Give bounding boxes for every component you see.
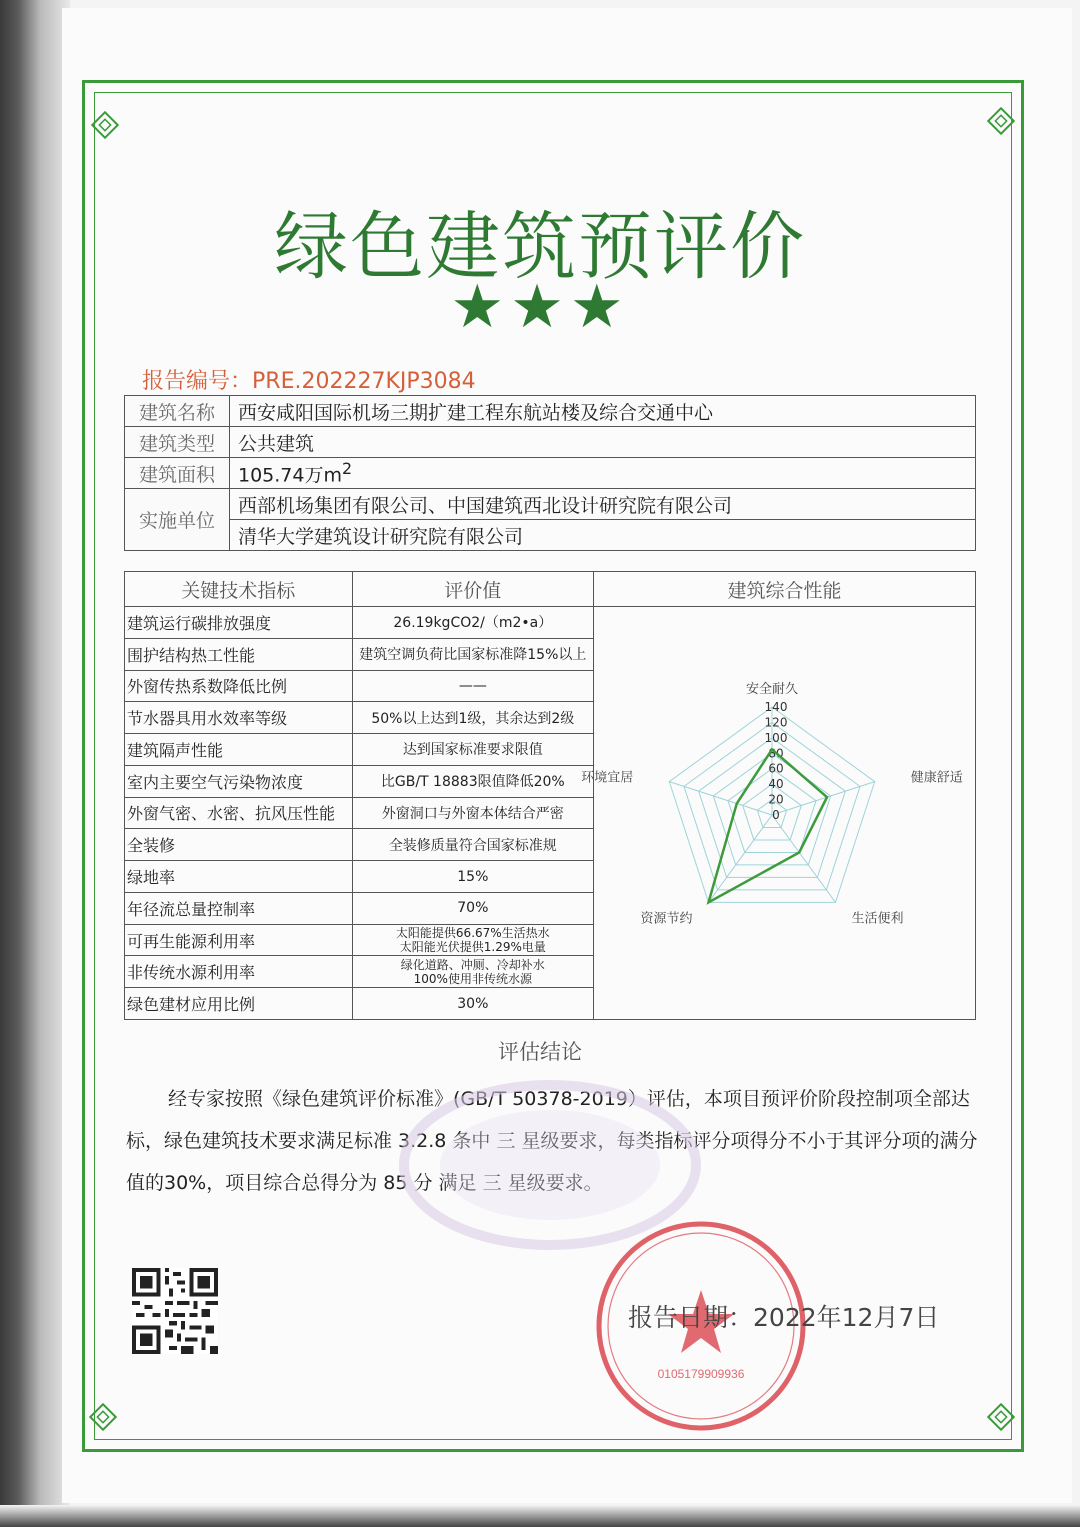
indicator-name: 外窗气密、水密、抗风压性能 <box>125 797 353 829</box>
report-number <box>142 364 476 395</box>
conclusion-text: 经专家按照《绿色建筑评价标准》(GB/T 50378-2019）评估，本项目预评价阶段控制项全部达标，绿色建筑技术要求满足标准 3.2.8 条中 三 星级要求，每类指标评分项得分不小于其评分项的满分值的30%，项目综合总得分为 85 分 满足 三 星级要求。 <box>126 1088 978 1194</box>
indicator-name: 全装修 <box>125 829 353 861</box>
report-number-value: PRE.202227KJP3084 <box>252 369 476 394</box>
radar-tick-label: 100 <box>764 730 788 745</box>
radar-tick-label: 40 <box>768 777 784 792</box>
radar-chart <box>581 607 974 1015</box>
radar-tick-label: 60 <box>768 761 784 776</box>
key-indicators-table <box>124 571 976 1020</box>
radar-chart-cell <box>581 607 976 1020</box>
building-type-value: 公共建筑 <box>230 427 976 458</box>
radar-axis-line <box>669 782 772 815</box>
building-info-table <box>124 395 976 551</box>
indicator-value: 全装修质量符合国家标准规 <box>352 829 594 861</box>
radar-axis-line <box>772 815 835 902</box>
radar-axis-label: 安全耐久 <box>746 682 799 697</box>
building-name-label: 建筑名称 <box>125 396 230 427</box>
implementer-line-2: 清华大学建筑设计研究院有限公司 <box>230 520 976 551</box>
svg-text:0105179909936: 0105179909936 <box>657 1367 745 1381</box>
indicator-value-line-2: 太阳能光伏提供1.29%电量 <box>399 940 546 955</box>
performance-header: 建筑综合性能 <box>594 572 976 607</box>
report-date-value: 2022年12月7日 <box>753 1303 940 1332</box>
radar-tick-label: 140 <box>764 700 788 714</box>
radar-tick-label: 0 <box>772 808 780 822</box>
indicator-value: 15% <box>352 861 594 893</box>
key-indicator-header: 关键技术指标 <box>125 572 353 607</box>
corner-ornament-icon <box>988 1404 1014 1430</box>
radar-axis-label: 环境宜居 <box>581 770 634 786</box>
evaluation-value-header: 评价值 <box>352 572 594 607</box>
indicator-name: 围护结构热工性能 <box>125 638 353 670</box>
radar-axis-label: 健康舒适 <box>910 770 963 786</box>
radar-tick-label: 120 <box>764 715 788 730</box>
certificate-title: 绿色建筑预评价 <box>274 204 806 290</box>
table-row <box>125 607 976 639</box>
indicator-name: 年径流总量控制率 <box>125 892 353 924</box>
building-name-value: 西安咸阳国际机场三期扩建工程东航站楼及综合交通中心 <box>230 396 976 427</box>
radar-axis-label: 资源节约 <box>640 911 693 927</box>
scan-bottom-edge <box>0 1505 1080 1527</box>
indicator-name: 可再生能源利用率 <box>125 924 353 956</box>
indicator-value: 50%以上达到1级，其余达到2级 <box>352 702 594 734</box>
area-unit-exponent: 2 <box>342 458 353 478</box>
report-date <box>628 1298 939 1334</box>
conclusion-title: 评估结论 <box>498 1040 582 1064</box>
radar-axis-line <box>772 782 875 815</box>
radar-tick-label: 80 <box>768 746 784 761</box>
radar-axis-label: 生活便利 <box>851 911 904 927</box>
indicator-name: 绿色建材应用比例 <box>125 988 353 1020</box>
indicator-value: 70% <box>352 892 594 924</box>
corner-ornament-icon <box>92 112 118 138</box>
indicator-value: 比GB/T 18883限值降低20% <box>352 765 594 797</box>
building-area-value <box>230 458 976 489</box>
implementer-label: 实施单位 <box>125 489 230 551</box>
indicator-value: —— <box>352 670 594 702</box>
area-number: 105.74万m <box>238 464 342 487</box>
indicator-value-line-1: 绿化道路、冲厕、冷却补水 <box>400 957 545 972</box>
implementer-line-1: 西部机场集团有限公司、中国建筑西北设计研究院有限公司 <box>230 489 976 520</box>
indicator-value <box>352 956 594 988</box>
star-rating-icon: ★★★ <box>450 272 630 342</box>
report-number-label: 报告编号： <box>142 369 253 394</box>
building-area-label: 建筑面积 <box>125 458 230 489</box>
indicator-name: 建筑运行碳排放强度 <box>125 607 353 639</box>
qr-code[interactable] <box>132 1268 218 1354</box>
report-date-label: 报告日期： <box>628 1303 754 1332</box>
corner-ornament-icon <box>988 108 1014 134</box>
indicator-value: 30% <box>352 988 594 1020</box>
indicator-name: 建筑隔声性能 <box>125 734 353 766</box>
indicator-value: 26.19kgCO2/（m2•a） <box>352 607 594 639</box>
indicator-value: 外窗洞口与外窗本体结合严密 <box>352 797 594 829</box>
indicator-value-line-1: 太阳能提供66.67%生活热水 <box>395 926 550 941</box>
building-type-label: 建筑类型 <box>125 427 230 458</box>
indicator-value-line-2: 100%使用非传统水源 <box>413 971 532 986</box>
indicator-value: 达到国家标准要求限值 <box>352 734 594 766</box>
indicator-name: 绿地率 <box>125 861 353 893</box>
indicator-name: 外窗传热系数降低比例 <box>125 670 353 702</box>
radar-tick-label: 20 <box>768 792 784 807</box>
corner-ornament-icon <box>90 1404 116 1430</box>
indicator-name: 非传统水源利用率 <box>125 956 353 988</box>
radar-axis-line <box>709 815 772 902</box>
indicator-name: 室内主要空气污染物浓度 <box>125 765 353 797</box>
indicator-name: 节水器具用水效率等级 <box>125 702 353 734</box>
indicator-value: 建筑空调负荷比国家标准降15%以上 <box>352 638 594 670</box>
indicator-value <box>352 924 594 956</box>
